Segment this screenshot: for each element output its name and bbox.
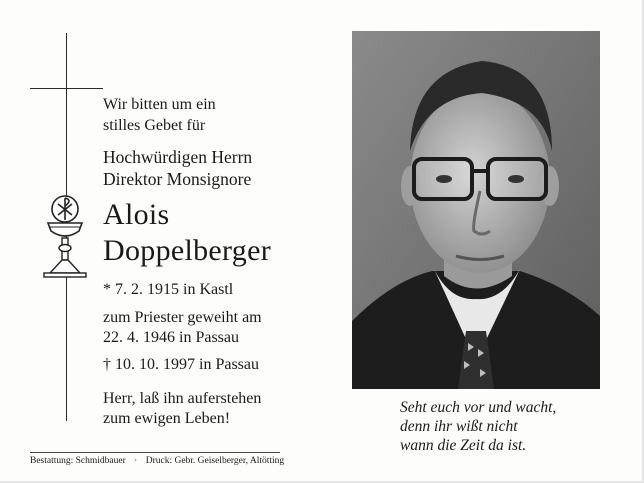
deceased-name <box>103 197 271 269</box>
intro-line-2: stilles Gebet für <box>103 117 206 134</box>
cross-icon-horizontal <box>30 88 103 89</box>
death-date: † 10. 10. 1997 in Passau <box>103 356 259 373</box>
title-line-1: Hochwürdigen Herrn <box>103 147 253 167</box>
title-line-2: Direktor Monsignore <box>103 169 252 189</box>
intro-line-1: Wir bitten um ein <box>103 96 216 113</box>
quote-line-2: denn ihr wißt nicht <box>400 418 518 435</box>
print-credit: Druck: Gebr. Geiselberger, Altötting <box>145 456 285 466</box>
closing-prayer <box>103 389 261 429</box>
footer-credits <box>30 456 284 466</box>
footer-divider <box>30 452 280 453</box>
prayer-line-2: zum ewigen Leben! <box>103 410 231 427</box>
birth-date: * 7. 2. 1915 in Kastl <box>103 281 234 298</box>
first-name: Alois <box>103 198 170 231</box>
portrait-photo <box>352 31 600 389</box>
chalice-icon <box>40 193 90 283</box>
quote-line-3: wann die Zeit da ist. <box>400 437 527 454</box>
ordination-info <box>103 308 262 348</box>
quote-line-1: Seht euch vor und wacht, <box>400 399 557 416</box>
bible-quote <box>400 398 556 455</box>
ordination-line-2: 22. 4. 1946 in Passau <box>103 329 239 346</box>
footer-separator: · <box>134 456 138 466</box>
honorific-title <box>103 146 252 190</box>
prayer-line-1: Herr, laß ihn auferstehen <box>103 390 262 407</box>
funeral-home-credit: Bestattung: Schmidbauer <box>30 456 126 466</box>
last-name: Doppelberger <box>103 234 271 267</box>
ordination-line-1: zum Priester geweiht am <box>103 309 262 326</box>
intro-text <box>103 94 216 136</box>
